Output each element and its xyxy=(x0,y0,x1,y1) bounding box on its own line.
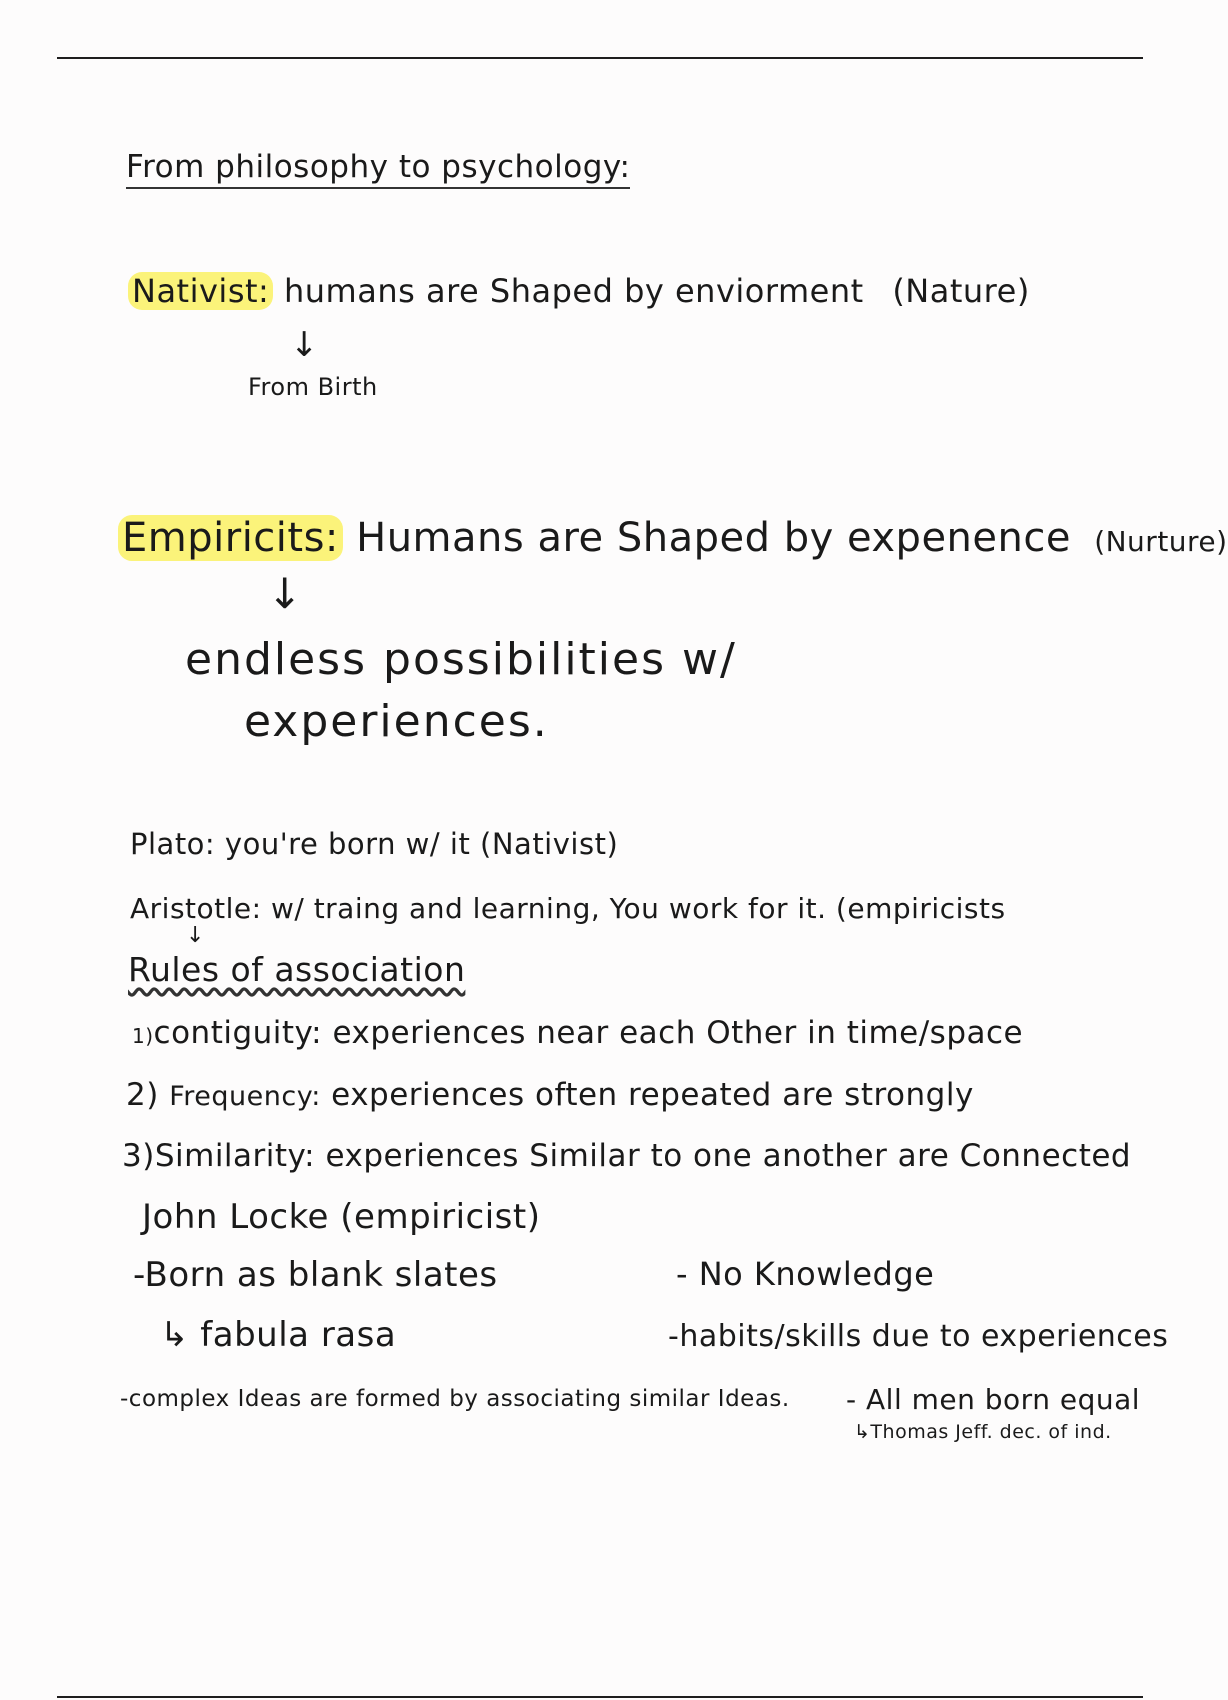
rule-item-3 xyxy=(122,1138,1132,1174)
rule-text: experiences near each Other in time/space xyxy=(332,1015,1024,1051)
nativist-tag: (Nature) xyxy=(892,272,1030,310)
rule-num: 3) xyxy=(122,1138,155,1174)
rules-heading: Rules of association xyxy=(128,950,466,989)
locke-equal: - All men born equal xyxy=(846,1383,1141,1416)
rule-term: contiguity: xyxy=(153,1015,323,1051)
rule-num: 2) xyxy=(126,1077,159,1113)
empiricist-arrow-icon: ↓ xyxy=(267,569,303,618)
rule-text: experiences often repeated are strongly xyxy=(331,1077,974,1113)
locke-left-1: -Born as blank slates xyxy=(133,1255,498,1295)
locke-right-2: -habits/skills due to experiences xyxy=(668,1319,1169,1354)
nativist-line xyxy=(132,272,1030,310)
empiricist-term: Empiricits: xyxy=(118,515,343,561)
rule-term: Similarity: xyxy=(154,1138,316,1174)
locke-right-1: - No Knowledge xyxy=(676,1255,935,1293)
nativist-definition: humans are Shaped by enviorment xyxy=(283,272,864,310)
locke-heading: John Locke (empiricist) xyxy=(142,1197,541,1237)
nativist-arrow-icon: ↓ xyxy=(290,325,319,365)
aristotle-arrow-icon: ↓ xyxy=(186,923,205,948)
locke-left-2: ↳ fabula rasa xyxy=(160,1315,397,1355)
nativist-note: From Birth xyxy=(248,373,378,401)
empiricist-tag: (Nurture) xyxy=(1094,525,1228,558)
empiricist-note-line1: endless possibilities w/ xyxy=(185,634,737,685)
locke-jeff: ↳Thomas Jeff. dec. of ind. xyxy=(854,1421,1112,1443)
nativist-term: Nativist: xyxy=(128,272,273,310)
rule-text: experiences Similar to one another are Connected xyxy=(325,1138,1132,1174)
rule-term: Frequency: xyxy=(169,1081,321,1112)
empiricist-definition: Humans are Shaped by expenence xyxy=(356,515,1071,561)
rule-item-2 xyxy=(126,1077,974,1113)
rule-num: 1) xyxy=(132,1024,154,1048)
page-title: From philosophy to psychology: xyxy=(126,152,630,189)
rule-item-1 xyxy=(132,1015,1024,1051)
empiricist-note-line2: experiences. xyxy=(244,696,549,747)
plato-line: Plato: you're born w/ it (Nativist) xyxy=(130,827,619,861)
bottom-rule xyxy=(57,1696,1143,1698)
top-rule xyxy=(57,57,1143,59)
empiricist-line xyxy=(122,515,1228,561)
locke-complex: -complex Ideas are formed by associating similar Ideas. xyxy=(120,1386,790,1412)
aristotle-line: Aristotle: w/ traing and learning, You work for it. (empiricists xyxy=(130,892,1006,925)
